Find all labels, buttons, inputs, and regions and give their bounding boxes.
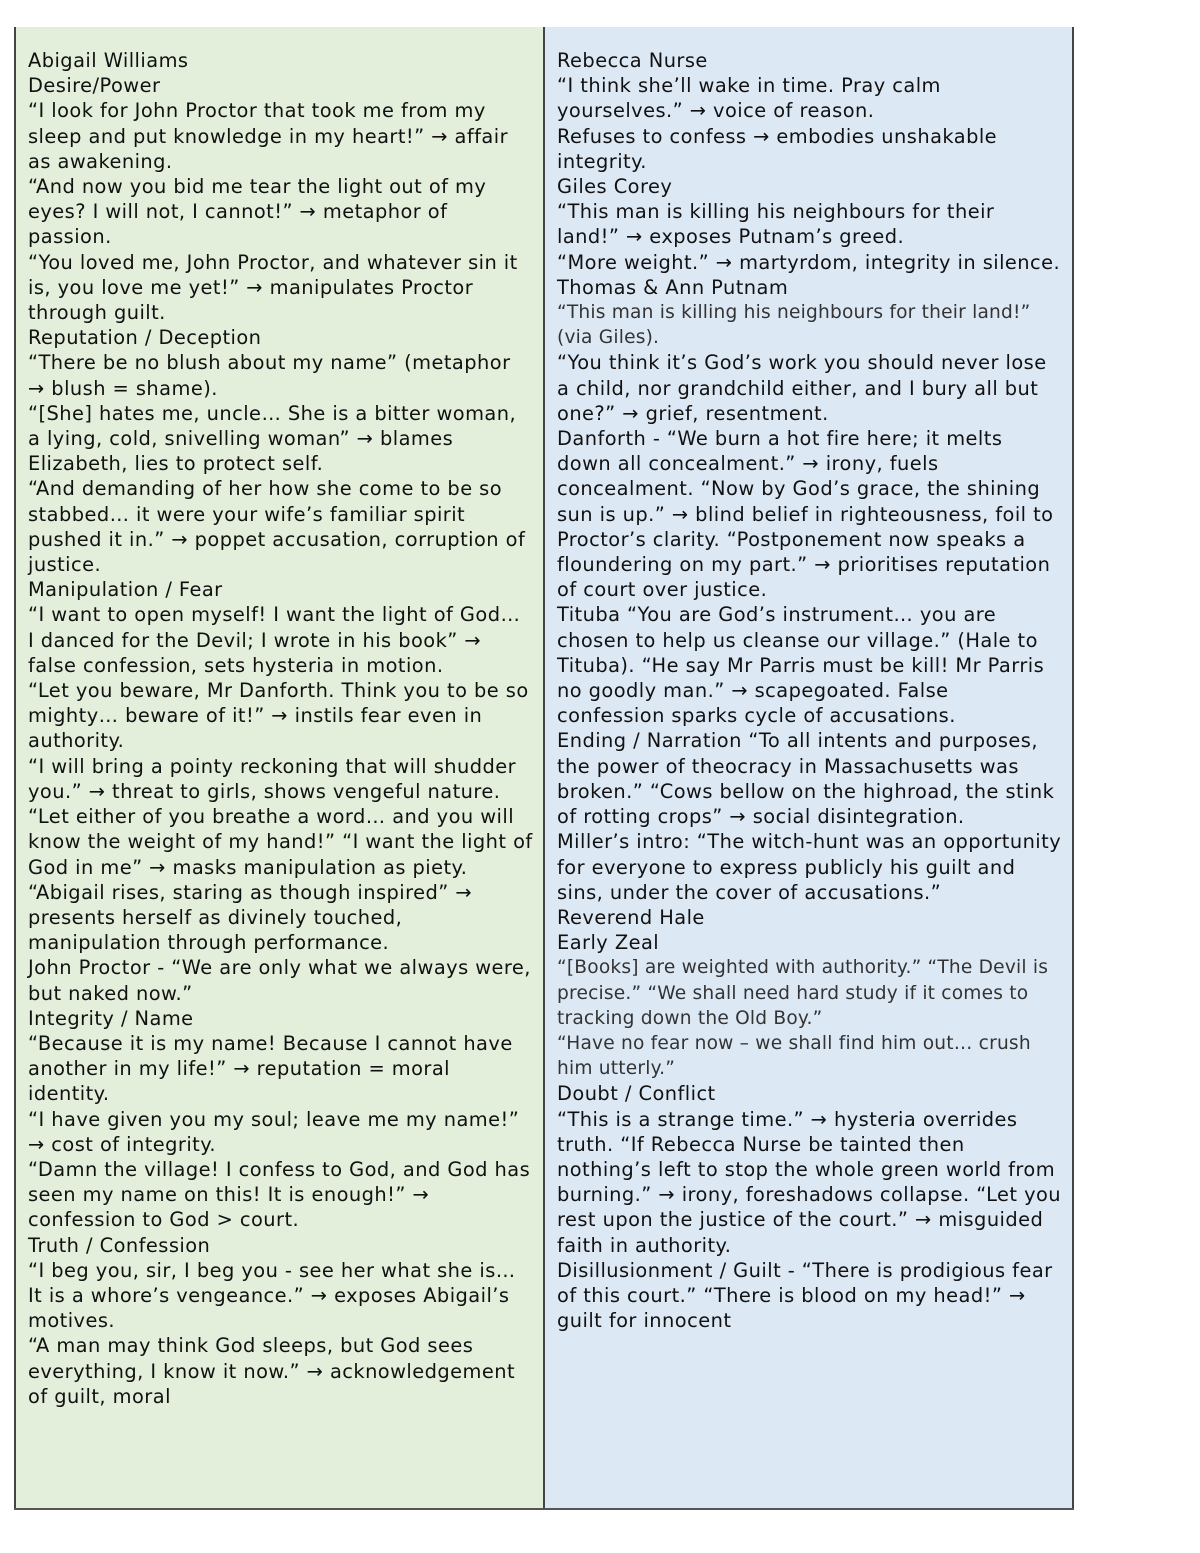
right-paragraph: Ending / Narration “To all intents and purposes, the power of theocracy in Massachusetts was broken.” “Cows bellow on the highroad, the stink of rotting crops” → social disintegration. (557, 729, 1055, 829)
left-paragraph: “There be no blush about my name” (metaphor → blush = shame). (28, 351, 511, 400)
right-paragraph: Tituba “You are God’s instrument… you are chosen to help us cleanse our village.” (Hale to Tituba). “He say Mr Parris must be kill! Mr Parris no goodly man.” → scapegoated. False confession sparks cycle of accusations. (557, 603, 1045, 728)
left-paragraph: “I beg you, sir, I beg you - see her what she is… It is a whore’s vengeance.” → exposes Abigail’s motives. (28, 1258, 516, 1333)
right-paragraph: Giles Corey (557, 175, 673, 199)
left-paragraph: “I want to open myself! I want the light of God… I danced for the Devil; I wrote in his book” → false confession, sets hysteria in motion. (28, 603, 521, 677)
right-paragraph: “More weight.” → martyrdom, integrity in silence. (557, 250, 1061, 274)
left-paragraph: “And demanding of her how she come to be so stabbed… it were your wife’s familiar spirit pushed it in.” → poppet accusation, corruption of justice. (28, 477, 526, 577)
right-paragraph: Doubt / Conflict (557, 1082, 716, 1106)
left-paragraph: “Because it is my name! Because I cannot have another in my life!” → reputation = moral identity. (28, 1031, 513, 1106)
left-column (14, 27, 545, 1508)
left-paragraph: Abigail Williams (28, 49, 189, 72)
left-paragraph: “Let you beware, Mr Danforth. Think you to be so mighty… beware of it!” → instils fear even in authority. (28, 679, 529, 753)
left-paragraph: “[She] hates me, uncle… She is a bitter woman, a lying, cold, snivelling woman” → blames Elizabeth, lies to protect self. (28, 401, 517, 476)
left-paragraph: John Proctor - “We are only what we always were, but naked now.” (28, 956, 531, 1005)
right-paragraph: “This man is killing his neighbours for their land!” (via Giles). (557, 302, 1031, 349)
right-paragraph: “This is a strange time.” → hysteria overrides truth. “If Rebecca Nurse be tainted then nothing’s left to stop the whole green world from burning.” → irony, foreshadows collapse. “Let you rest upon the justice of the court.” → misguided faith in authority. (557, 1107, 1062, 1257)
left-paragraph: Manipulation / Fear (28, 578, 223, 602)
left-paragraph: Reputation / Deception (28, 326, 262, 350)
right-paragraph: “You think it’s God’s work you should never lose a child, nor grandchild either, and I bury all but one?” → grief, resentment. (557, 351, 1047, 425)
left-paragraph: “I have given you my soul; leave me my name!” → cost of integrity. (28, 1107, 520, 1156)
right-paragraph: Danforth - “We burn a hot fire here; it melts down all concealment.” → irony, fuels concealment. “Now by God’s grace, the shining sun is up.” → blind belief in righteousness, foil to Proctor’s clarity. “Postponement now speaks a floundering on my part.” → prioritises reputation of court over justice. (557, 427, 1054, 602)
left-paragraph: “A man may think God sleeps, but God sees everything, I know it now.” → acknowledgement of guilt, moral (28, 1334, 516, 1408)
left-paragraph: “Damn the village! I confess to God, and God has seen my name on this! It is enough!” → confession to God > court. (28, 1157, 531, 1232)
right-paragraph: Early Zeal (557, 931, 660, 955)
left-paragraph: Integrity / Name (28, 1006, 194, 1030)
right-paragraph: Disillusionment / Guilt - “There is prodigious fear of this court.” “There is blood on my head!” → guilt for innocent (557, 1258, 1053, 1333)
right-paragraph: Reverend Hale (557, 905, 705, 929)
left-paragraph: “And now you bid me tear the light out of my eyes? I will not, I cannot!” → metaphor of passion. (28, 175, 487, 249)
left-paragraph: “I look for John Proctor that took me from my sleep and put knowledge in my heart!” → affair as awakening. (28, 99, 509, 173)
right-paragraph: Refuses to confess → embodies unshakable integrity. (557, 124, 998, 173)
right-paragraph: “I think she’ll wake in time. Pray calm yourselves.” → voice of reason. (557, 74, 941, 123)
right-paragraph: Rebecca Nurse (557, 49, 708, 72)
right-paragraph: “[Books] are weighted with authority.” “The Devil is precise.” “We shall need hard study if it comes to tracking down the Old Boy.” (557, 957, 1049, 1029)
left-paragraph: “Abigail rises, staring as though inspired” → presents herself as divinely touched, manipulation through performance. (28, 880, 473, 955)
right-paragraph: “Have no fear now – we shall find him out… crush him utterly.” (557, 1032, 1031, 1080)
left-paragraph: “I will bring a pointy reckoning that will shudder you.” → threat to girls, shows vengeful nature. “Let either of you breathe a word… and you will know the weight of my hand!” “I want the light of God in me” → masks manipulation as piety. (28, 754, 533, 879)
right-paragraph: Miller’s intro: “The witch-hunt was an opportunity for everyone to express publicly his guilt and sins, under the cover of accusations.” (557, 830, 1062, 904)
left-paragraph: Truth / Confession (28, 1233, 211, 1257)
left-paragraph: Desire/Power (28, 74, 161, 98)
right-paragraph: Thomas & Ann Putnam (557, 275, 789, 299)
right-column (545, 27, 1074, 1508)
right-paragraph: “This man is killing his neighbours for their land!” → exposes Putnam’s greed. (557, 200, 995, 249)
notes-table (14, 27, 1074, 1510)
left-paragraph: “You loved me, John Proctor, and whatever sin it is, you love me yet!” → manipulates Proctor through guilt. (28, 250, 518, 325)
